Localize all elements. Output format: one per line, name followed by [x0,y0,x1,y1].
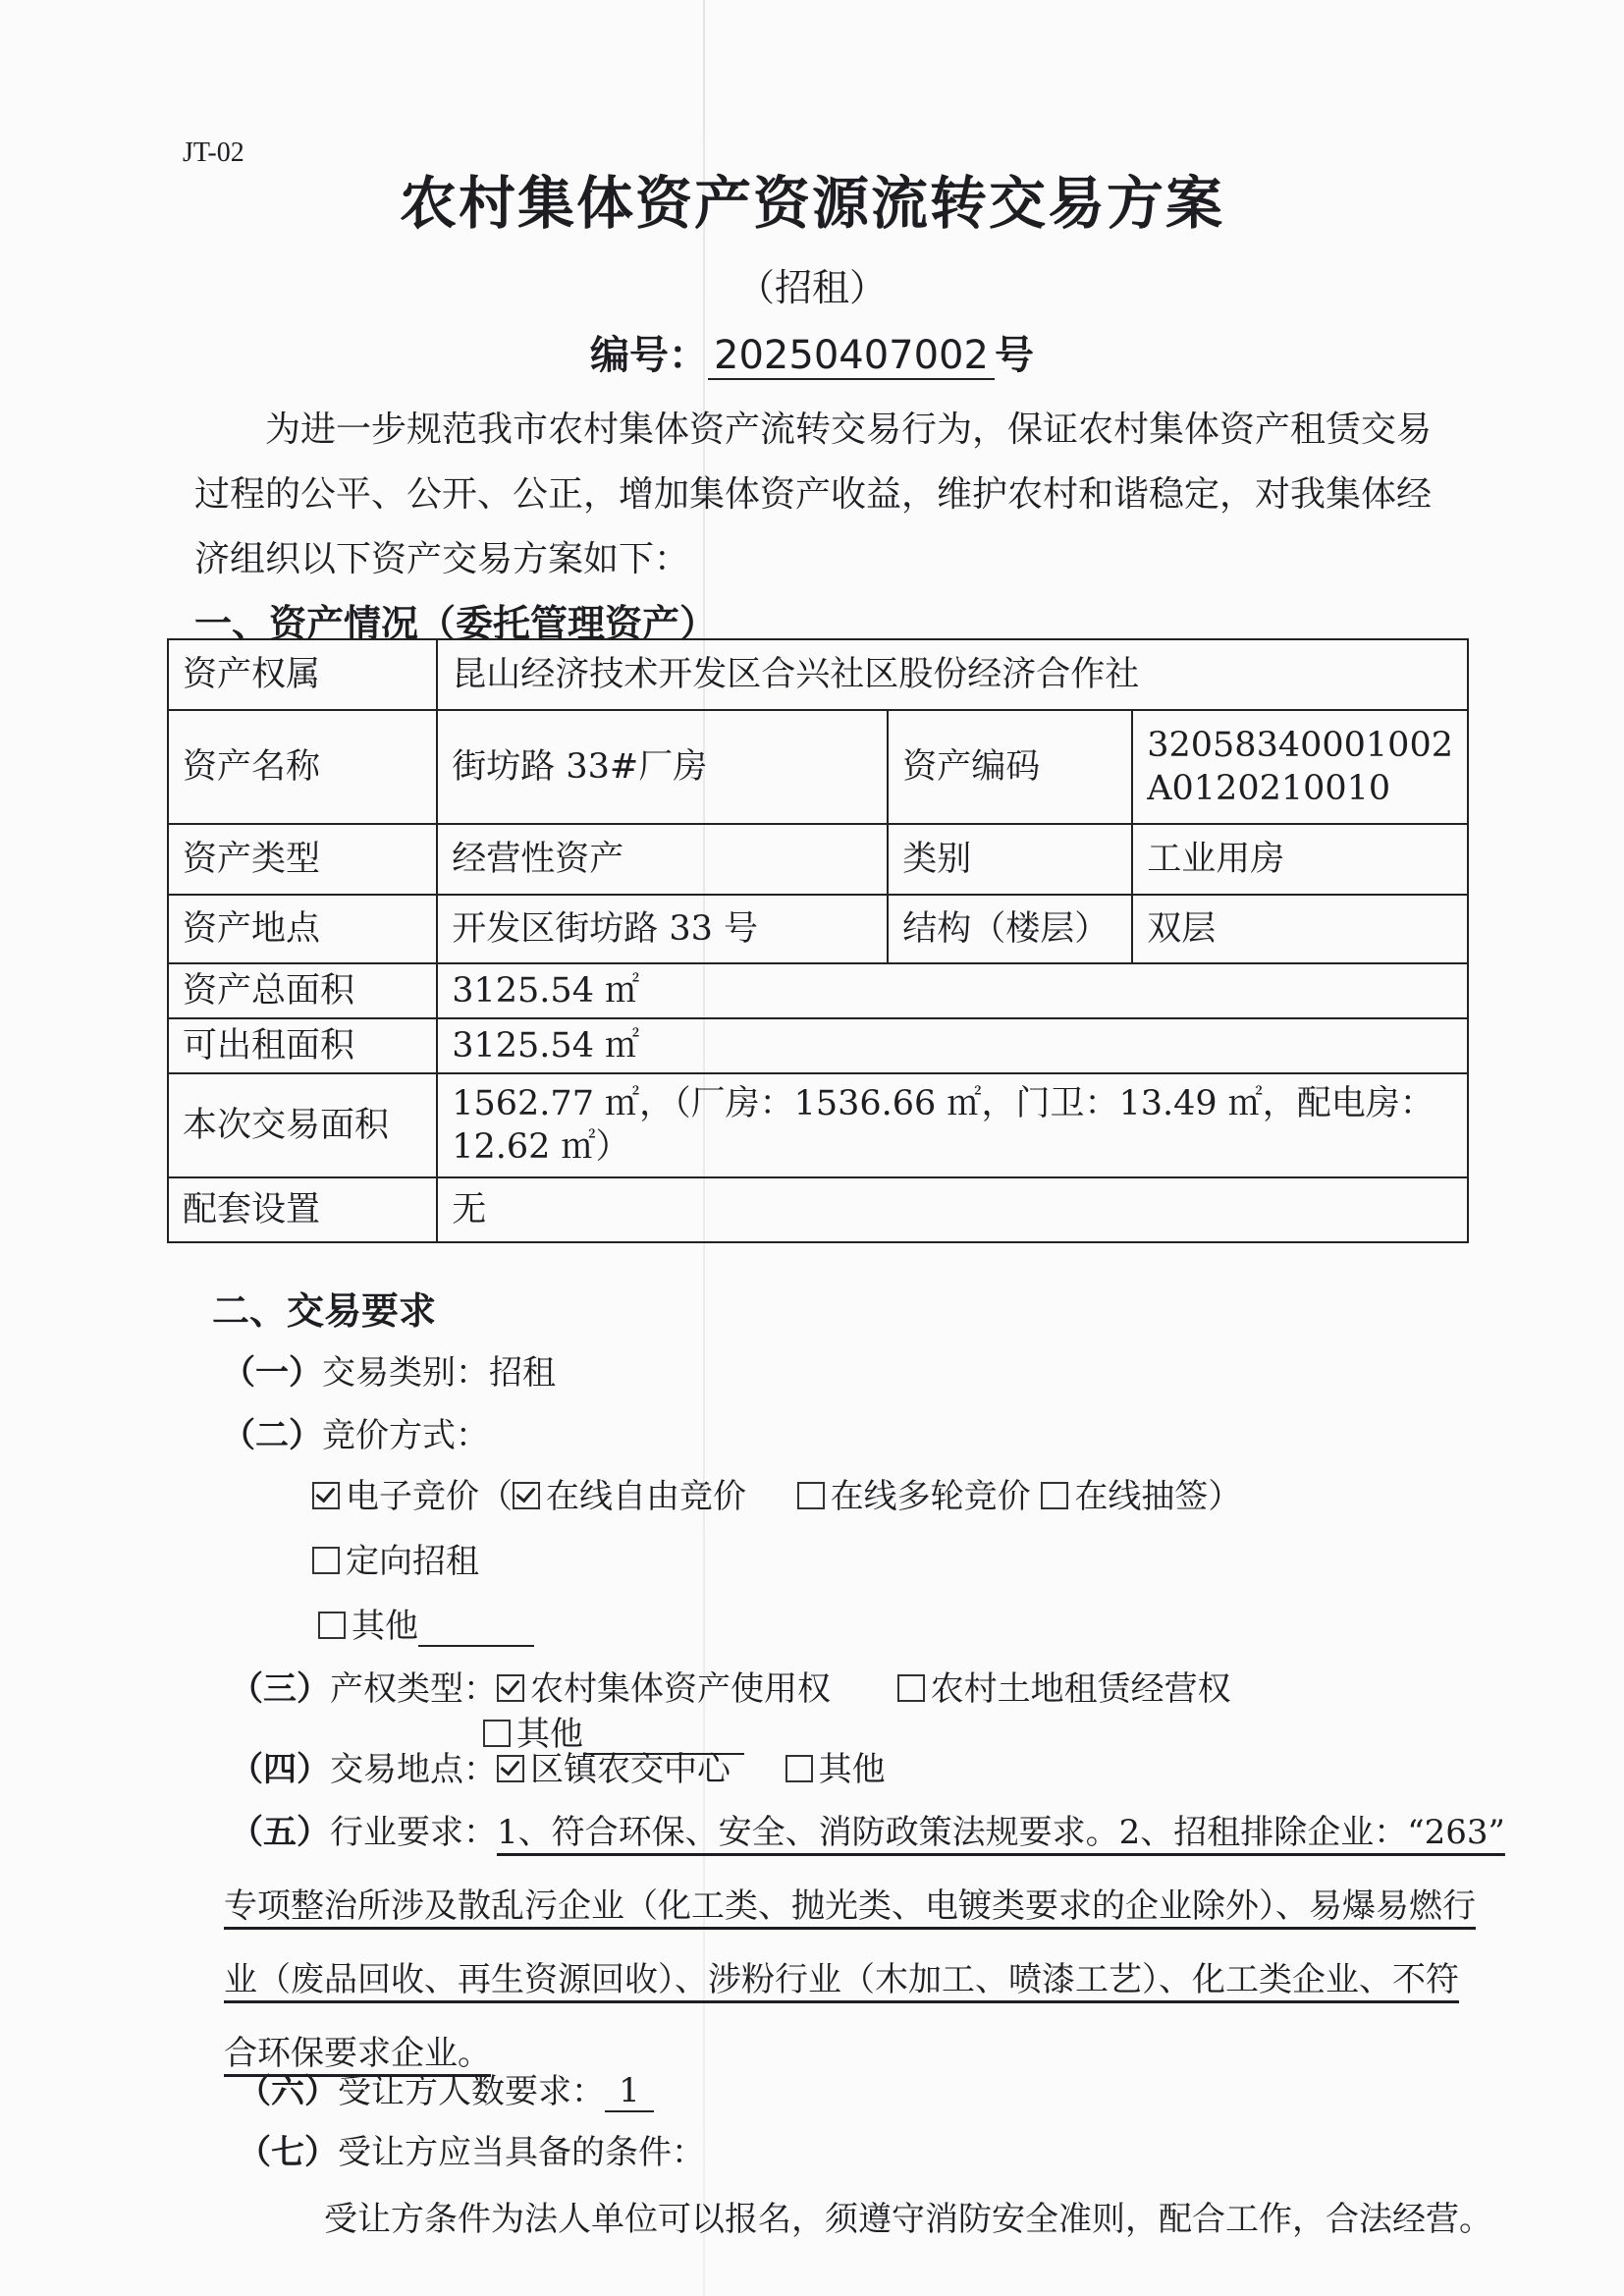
document-subtitle: （招租） [736,266,887,309]
item-5-text-1: 1、符合环保、安全、消防政策法规要求。2、招租排除企业：“263” [497,1813,1505,1852]
bidding-other-blank[interactable] [418,1612,534,1647]
table-row [168,963,1468,1018]
checkbox-bidding-other[interactable] [318,1612,346,1639]
checkbox-exchange-center[interactable] [497,1755,524,1782]
serial-label: 编号： [590,333,709,378]
electronic-bidding-label: 电子竞价（ [346,1477,513,1516]
rentable-area-label: 可出租面积 [168,1018,437,1073]
item-4-label: 交易地点： [330,1750,497,1789]
checkbox-directed-lease[interactable] [312,1547,340,1574]
name-value: 街坊路 33#厂房 [437,710,888,824]
type-value: 经营性资产 [437,824,888,895]
structure-value: 双层 [1132,895,1468,963]
category-value: 工业用房 [1132,824,1468,895]
trade-area-value: 1562.77 ㎡，（厂房：1536.66 ㎡，门卫：13.49 ㎡，配电房：12.62 ㎡） [437,1073,1468,1177]
item-3-number: （三） [230,1669,330,1709]
item-5-line-1 [230,1796,1505,1870]
checkbox-online-draw[interactable] [1041,1482,1068,1509]
checkbox-location-other[interactable] [785,1755,813,1782]
item-1-number: （一） [222,1353,322,1393]
serial-number [0,324,1624,380]
directed-lease-row [312,1534,479,1582]
item-6 [238,2064,654,2112]
bidding-options-row [312,1469,1241,1517]
item-7-text: 受让方条件为法人单位可以报名，须遵守消防安全准则，配合工作，合法经营。 [324,2200,1492,2239]
code-line-1: 32058340001002 [1147,726,1453,765]
owner-label: 资产权属 [168,639,437,710]
rentable-area-value: 3125.54 ㎡ [437,1018,1468,1073]
online-free-bidding-label: 在线自由竞价 [546,1477,746,1516]
location-other-label: 其他 [818,1750,886,1789]
facilities-value: 无 [437,1177,1468,1242]
item-6-value: 1 [605,2071,654,2112]
location-label: 资产地点 [168,895,437,963]
collective-use-right-label: 农村集体资产使用权 [530,1669,831,1709]
structure-label: 结构（楼层） [888,895,1132,963]
item-5-label: 行业要求： [330,1813,497,1852]
asset-table [167,638,1469,1243]
online-multi-round-label: 在线多轮竞价 [830,1477,1031,1516]
table-row [168,1073,1468,1177]
table-row [168,639,1468,710]
land-lease-right-label: 农村土地租赁经营权 [930,1669,1231,1709]
owner-value: 昆山经济技术开发区合兴社区股份经济合作社 [437,639,1468,710]
item-4 [230,1742,886,1790]
item-6-number: （六） [238,2072,338,2111]
item-5-line-2: 专项整治所涉及散乱污企业（化工类、抛光类、电镀类要求的企业除外）、易爆易燃行 [224,1886,1476,1926]
item-7-number: （七） [238,2133,338,2172]
document-code: JT-02 [183,137,244,168]
table-row [168,1177,1468,1242]
item-2-label: 竞价方式： [322,1416,489,1455]
name-label: 资产名称 [168,710,437,824]
type-label: 资产类型 [168,824,437,895]
checkbox-land-lease-right[interactable] [897,1674,925,1702]
location-value: 开发区街坊路 33 号 [437,895,888,963]
checkbox-online-free-bidding[interactable] [513,1482,540,1509]
code-value [1132,710,1468,824]
section2-heading: 二、交易要求 [212,1289,437,1333]
table-row [168,824,1468,895]
item-2-number: （二） [222,1416,322,1455]
section1-heading: 一、资产情况（委托管理资产） [194,602,718,645]
item-5-number: （五） [230,1813,330,1852]
serial-value: 20250407002 [708,333,995,380]
table-row [168,895,1468,963]
item-3 [230,1662,1231,1710]
total-area-value: 3125.54 ㎡ [437,963,1468,1018]
item-7 [238,2125,705,2173]
table-row [168,1018,1468,1073]
bidding-other-label: 其他 [352,1607,418,1646]
item-2 [222,1408,489,1456]
item-4-number: （四） [230,1750,330,1789]
item-1 [222,1345,556,1394]
item-3-label: 产权类型： [330,1669,497,1709]
directed-lease-label: 定向招租 [346,1542,479,1581]
checkbox-electronic-bidding[interactable] [312,1482,340,1509]
item-1-text: 交易类别：招租 [322,1353,556,1393]
trade-area-label: 本次交易面积 [168,1073,437,1177]
code-line-2: A0120210010 [1147,769,1391,808]
checkbox-collective-use-right[interactable] [497,1674,524,1702]
intro-paragraph: 为进一步规范我市农村集体资产流转交易行为，保证农村集体资产租赁交易过程的公平、公开、公正，增加集体资产收益，维护农村和谐稳定，对我集体经济组织以下资产交易方案如下： [194,410,1433,579]
code-label: 资产编码 [888,710,1132,824]
item-7-label: 受让方应当具备的条件： [338,2133,705,2172]
total-area-label: 资产总面积 [168,963,437,1018]
checkbox-online-multi-round[interactable] [797,1482,825,1509]
item-6-label: 受让方人数要求： [338,2072,605,2111]
online-draw-label: 在线抽签） [1074,1477,1242,1516]
category-label: 类别 [888,824,1132,895]
exchange-center-label: 区镇农交中心 [530,1750,731,1789]
item-5-line-3: 业（废品回收、再生资源回收）、涉粉行业（木加工、喷漆工艺）、化工类企业、不符 [224,1960,1459,1999]
right-type-other-label: 其他 [516,1715,583,1754]
item-5-line-4: 合环保要求企业。 [224,2034,491,2073]
bidding-other-row [318,1599,534,1647]
table-row [168,710,1468,824]
serial-suffix: 号 [994,333,1034,378]
facilities-label: 配套设置 [168,1177,437,1242]
document-title: 农村集体资产资源流转交易方案 [399,170,1224,237]
